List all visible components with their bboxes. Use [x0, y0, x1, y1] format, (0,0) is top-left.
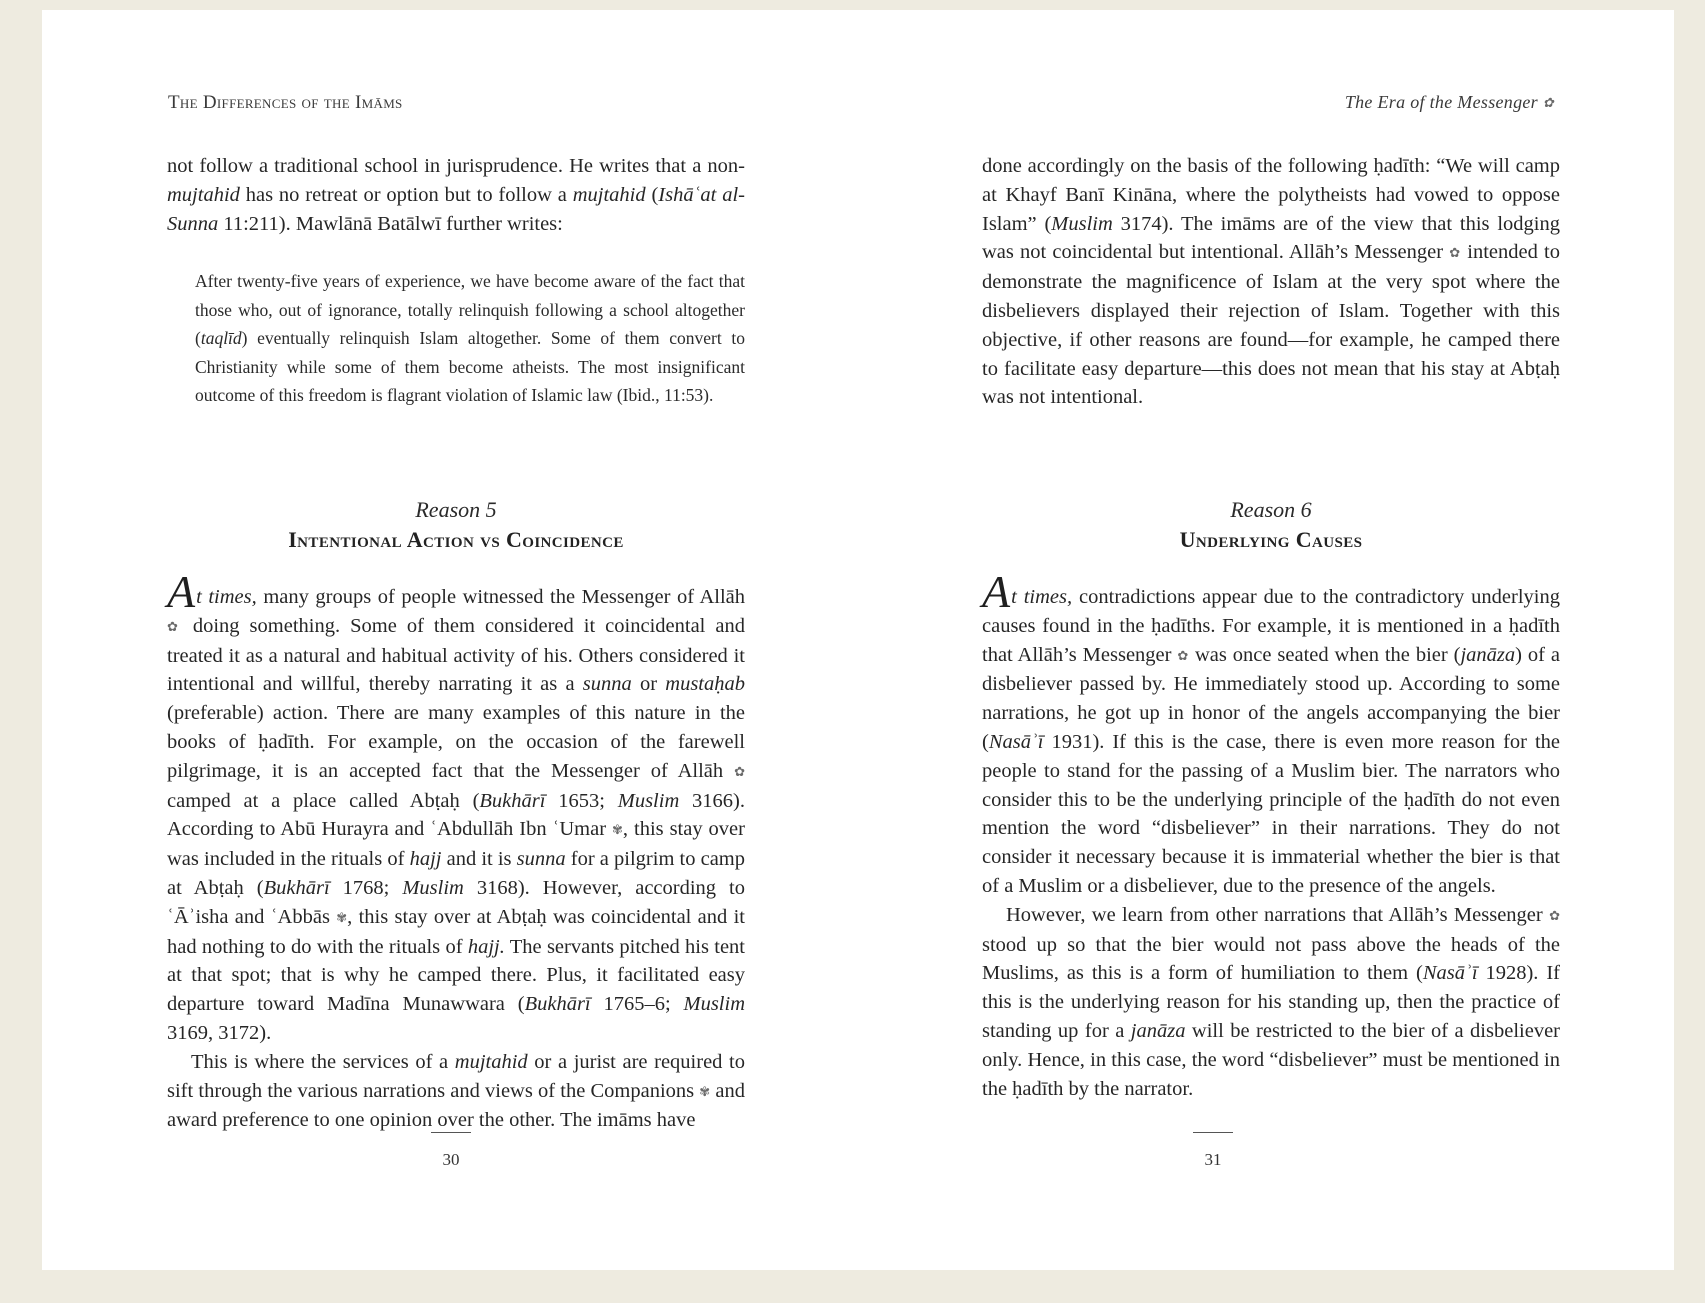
salutation-icon: ✿	[1549, 907, 1560, 923]
paragraph: This is where the services of a mujtahid or a jurist are required to sift through the various narrations and views of the Companions ✾ and award preference to one opinion over the other. The imāms have	[167, 1050, 745, 1132]
salutation-icon: ✿	[1542, 95, 1554, 110]
page-number-right: 31	[1204, 1150, 1222, 1169]
body-text-left	[167, 566, 746, 1135]
body-text-right	[982, 566, 1560, 1103]
running-head-right: The Era of the Messenger ✿	[1344, 92, 1554, 112]
running-head-left: The Differences of the Imāms	[168, 92, 403, 113]
companion-honorific-icon: ✾	[699, 1083, 711, 1099]
top-paragraph-right: done accordingly on the basis of the following ḥadīth: “We will camp at Khayf Banī Kināna, where the polytheists had vowed to oppose Islam” (Muslim 3174). The imāms are of the view that this lodging was not coincidental but intentional. Allāh’s Messenger ✿ intended to demonstrate the magnificence of Islam at the very spot where the disbelievers displayed their rejection of Islam. Together with this objective, if other reasons are found—for example, he camped there to facilitate easy departure—this does not mean that his stay at Abṭaḥ was not intentional.	[982, 155, 1560, 409]
salutation-icon: ✿	[734, 763, 745, 779]
drop-cap: A	[167, 566, 196, 617]
section-heading: Intentional Action vs Coincidence	[288, 527, 624, 552]
left-page	[42, 10, 858, 1270]
paragraph: At times, many groups of people witnessed the Messenger of Allāh ✿ doing something. Some of them considered it coincidental and treated it as a natural and habitual activity of his. Others considered it intentional and willful, thereby narrating it as a sunna or mustaḥab (preferable) action. There are many examples of this nature in the books of ḥadīth. For example, on the occasion of the farewell pilgrimage, it is an accepted fact that the Messenger of Allāh ✿ camped at a place called Abṭaḥ (Bukhārī 1653; Muslim 3166). According to Abū Hurayra and ʿAbdullāh Ibn ʿUmar ✾, this stay over was included in the rituals of hajj and it is sunna for a pilgrim to camp at Abṭaḥ (Bukhārī 1768; Muslim 3168). However, according to ʿĀʾisha and ʿAbbās ✾, this stay over at Abṭaḥ was coincidental and it had nothing to do with the rituals of hajj. The servants pitched his tent at that spot; that is why he camped there. Plus, it facilitated easy departure toward Madīna Munawwara (Bukhārī 1765–6; Muslim 3169, 3172).	[167, 566, 746, 1044]
folio-rule	[1193, 1132, 1233, 1133]
block-quote: After twenty-five years of experience, we have become aware of the fact that those who, out of ignorance, totally relinquish following a school altogether (taqlīd) eventually relinquish Islam altogether. Some of them convert to Christianity while some of them become atheists. The most insignificant outcome of this freedom is flagrant violation of Islamic law (Ibid., 11:53).	[195, 271, 745, 406]
paragraph: However, we learn from other narrations that Allāh’s Messenger ✿ stood up so that the bier would not pass above the heads of the Muslims, as this is a form of humiliation to them (Nasāʾī 1928). If this is the underlying reason for his standing up, then the practice of standing up for a janāza will be restricted to the bier of a disbeliever only. Hence, in this case, the word “disbeliever” must be mentioned in the ḥadīth by the narrator.	[982, 903, 1560, 1100]
section-reason-label: Reason 6	[1230, 497, 1312, 522]
companion-honorific-icon: ✾	[336, 909, 348, 925]
folio-rule	[431, 1132, 471, 1133]
salutation-icon: ✿	[1449, 245, 1462, 261]
salutation-icon: ✿	[167, 618, 183, 634]
top-paragraph-left: not follow a traditional school in jurisprudence. He writes that a non-mujtahid has no retreat or option but to follow a mujtahid (Ishāʿat al-Sunna 11:211). Mawlānā Batālwī further writes:	[167, 155, 745, 235]
salutation-icon: ✿	[1177, 647, 1190, 663]
drop-cap: A	[982, 566, 1011, 617]
book-spread	[42, 10, 1674, 1270]
page-number-left: 30	[442, 1150, 460, 1169]
right-page	[858, 10, 1674, 1270]
paragraph: At times, contradictions appear due to the contradictory underlying causes found in the ḥadīths. For example, it is mentioned in a ḥadīth that Allāh’s Messenger ✿ was once seated when the bier (janāza) of a disbeliever passed by. He immediately stood up. According to some narrations, he got up in honor of the angels accompanying the bier (Nasāʾī 1931). If this is the case, there is even more reason for the people to stand for the passing of a Muslim bier. The narrators who consider this to be the underlying principle of the ḥadīth do not even mention the word “disbeliever” in their narrations. They do not consider it necessary because it is immaterial whether the bier is that of a Muslim or a disbeliever, due to the presence of the angels.	[982, 566, 1560, 897]
section-reason-label: Reason 5	[415, 497, 497, 522]
companion-honorific-icon: ✾	[612, 822, 623, 838]
section-heading: Underlying Causes	[1179, 527, 1363, 552]
